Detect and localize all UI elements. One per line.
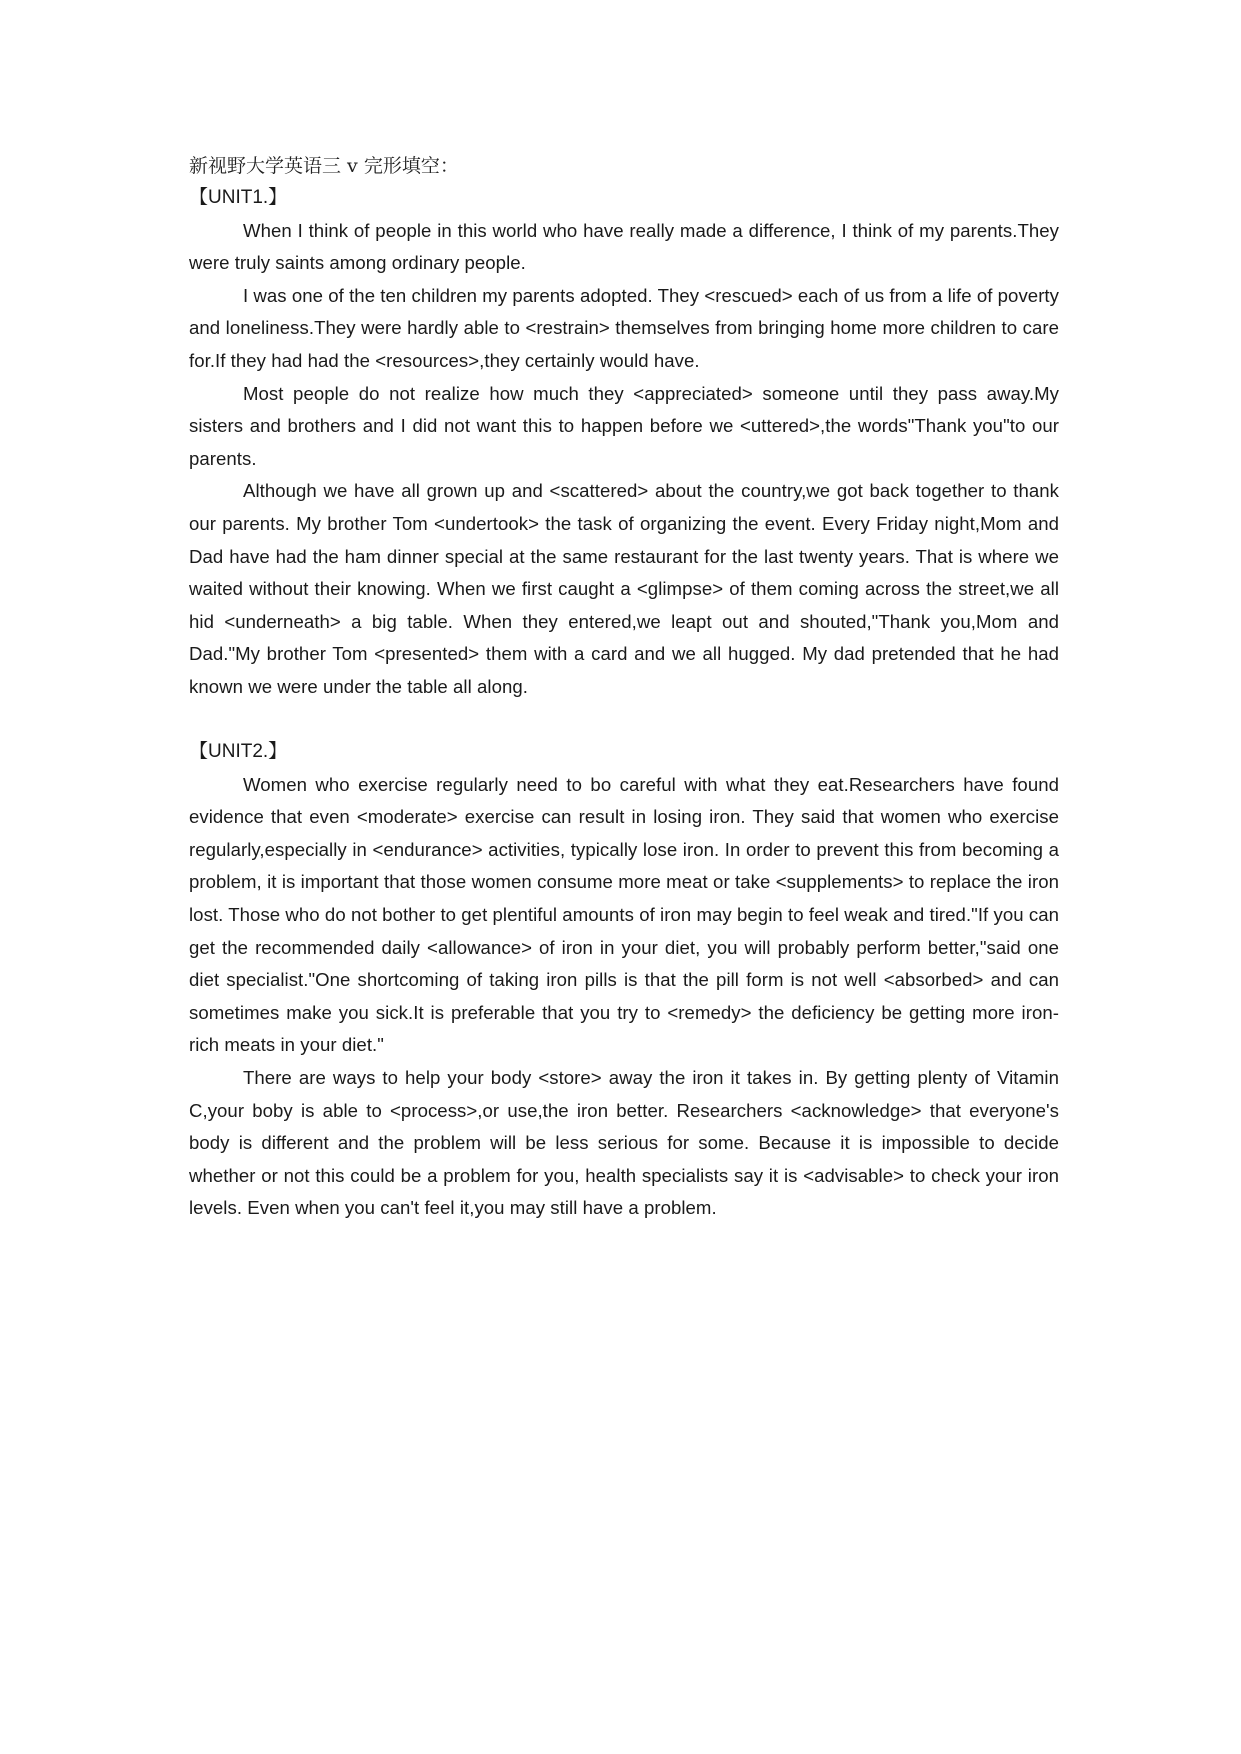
unit-2-heading: 【UNIT2.】 — [189, 741, 288, 763]
unit-1-paragraph-4: Although we have all grown up and <scattered> about the country,we got back together to thank our parents. My brother Tom <undertook> the task of organizing the event. Every Friday night,Mom and Dad have had the ham dinner special at the same restaurant for the last twenty years. That is where we waited without their knowing. When we first caught a <glimpse> of them coming across the street,we all hid <underneath> a big table. When they entered,we leapt out and shouted,"Thank you,Mom and Dad."My brother Tom <presented> them with a card and we all hugged. My dad pretended that he had known we were under the table all along. — [189, 480, 1059, 697]
unit-1-heading: 【UNIT1.】 — [189, 187, 288, 208]
unit-2-paragraph-2: There are ways to help your body <store> away the iron it takes in. By getting plenty of Vitamin C,your boby is able to <process>,or use,the iron better. Researchers <acknowledge> that everyone's body is different and the problem will be less serious for some. Because it is impossible to decide whether or not this could be a problem for you, health specialists say it is <advisable> to check your iron levels. Even when you can't feel it,you may still have a problem. — [189, 1067, 1059, 1219]
unit-1-paragraph-3: Most people do not realize how much they <appreciated> someone until they pass away.My sisters and brothers and I did not want this to happen before we <uttered>,the words"Thank you"to our parents. — [189, 382, 1059, 469]
unit-1-section — [189, 182, 1059, 704]
document-title: 新视野大学英语三 v 完形填空： — [189, 155, 459, 177]
unit-2-section — [189, 736, 1059, 1225]
unit-1-paragraph-1: When I think of people in this world who have really made a difference, I think of my parents.They were truly saints among ordinary people. — [189, 219, 1059, 274]
unit-2-paragraph-1: Women who exercise regularly need to bo careful with what they eat.Researchers have found evidence that even <moderate> exercise can result in losing iron. They said that women who exercise regularly,especially in <endurance> activities, typically lose iron. In order to prevent this from becoming a problem, it is important that those women consume more meat or take <supplements> to replace the iron lost. Those who do not bother to get plentiful amounts of iron may begin to feel weak and tired."If you can get the recommended daily <allowance> of iron in your diet, you will probably perform better,"said one diet specialist."One shortcoming of taking iron pills is that the pill form is not well <absorbed> and can sometimes make you sick.It is preferable that you try to <remedy> the deficiency be getting more iron-rich meats in your diet." — [189, 773, 1059, 1056]
section-spacer — [189, 704, 1059, 737]
unit-1-paragraph-2: I was one of the ten children my parents adopted. They <rescued> each of us from a life of poverty and loneliness.They were hardly able to <restrain> themselves from bringing home more children to care for.If they had had the <resources>,they certainly would have. — [189, 284, 1059, 371]
document-page — [189, 150, 1059, 1225]
